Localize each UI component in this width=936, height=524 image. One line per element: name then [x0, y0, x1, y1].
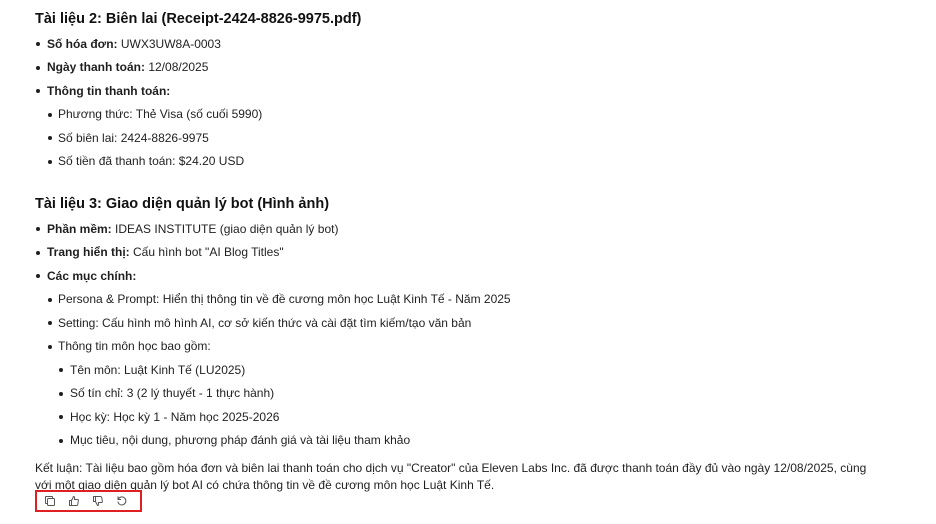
list-item [35, 222, 915, 237]
doc2-heading: Tài liệu 2: Biên lai (Receipt-2424-8826-9975.pdf) [35, 11, 362, 27]
list-item: Persona & Prompt: Hiển thị thông tin về đề cương môn học Luật Kinh Tế - Năm 2025 [35, 292, 915, 307]
conclusion-text: Kết luận: Tài liệu bao gồm hóa đơn và biên lai thanh toán cho dịch vụ "Creator" của Eleven Labs Inc. đã được thanh toán đầy đủ vào ngày 12/08/2025, cùng với một giao diện quản lý bot AI có chứa thông tin về đề cương môn học Luật Kinh Tế. [35, 461, 867, 492]
regenerate-button[interactable] [114, 493, 130, 509]
copy-button[interactable] [42, 493, 58, 509]
thumbs-down-icon [92, 495, 104, 507]
list-item [35, 339, 915, 448]
list-item [35, 269, 915, 449]
list-item: Số tiền đã thanh toán: $24.20 USD [35, 154, 915, 169]
item-label: Thông tin thanh toán: [47, 83, 171, 98]
message-actions-toolbar [35, 490, 142, 512]
item-value: IDEAS INSTITUTE (giao diện quản lý bot) [111, 221, 339, 236]
item-label: Ngày thanh toán: [47, 60, 145, 74]
assistant-message [35, 10, 915, 494]
item-value: UWX3UW8A-0003 [117, 36, 221, 51]
course-list [35, 363, 915, 449]
item-label: Trang hiển thị: [47, 245, 130, 259]
regenerate-icon [116, 495, 128, 507]
item-value: Cấu hình bot "AI Blog Titles" [129, 245, 284, 259]
doc3-heading: Tài liệu 3: Giao diện quản lý bot (Hình ảnh) [35, 196, 330, 212]
item-label: Các mục chính: [47, 268, 137, 283]
thumbs-up-button[interactable] [66, 493, 82, 509]
item-value: 12/08/2025 [145, 60, 209, 74]
item-label: Thông tin môn học bao gồm: [58, 339, 211, 353]
copy-icon [44, 495, 56, 507]
doc2-list [35, 37, 915, 170]
list-item [35, 37, 915, 52]
sections-list [35, 292, 915, 448]
list-item [35, 245, 915, 260]
list-item [35, 60, 915, 75]
list-item: Số biên lai: 2424-8826-9975 [35, 131, 915, 146]
list-item: Số tín chỉ: 3 (2 lý thuyết - 1 thực hành) [35, 386, 915, 401]
doc3-list [35, 222, 915, 449]
list-item: Mục tiêu, nội dung, phương pháp đánh giá và tài liệu tham khảo [35, 433, 915, 448]
item-label: Phần mềm: [47, 221, 112, 236]
list-item [35, 84, 915, 170]
item-label: Số hóa đơn: [47, 36, 118, 51]
list-item: Học kỳ: Học kỳ 1 - Năm học 2025-2026 [35, 410, 915, 425]
list-item: Phương thức: Thẻ Visa (số cuối 5990) [35, 107, 915, 122]
list-item: Tên môn: Luật Kinh Tế (LU2025) [35, 363, 915, 378]
list-item: Setting: Cấu hình mô hình AI, cơ sở kiến thức và cài đặt tìm kiếm/tạo văn bản [35, 316, 915, 331]
thumbs-up-icon [68, 495, 80, 507]
thumbs-down-button[interactable] [90, 493, 106, 509]
payment-list [35, 107, 915, 169]
